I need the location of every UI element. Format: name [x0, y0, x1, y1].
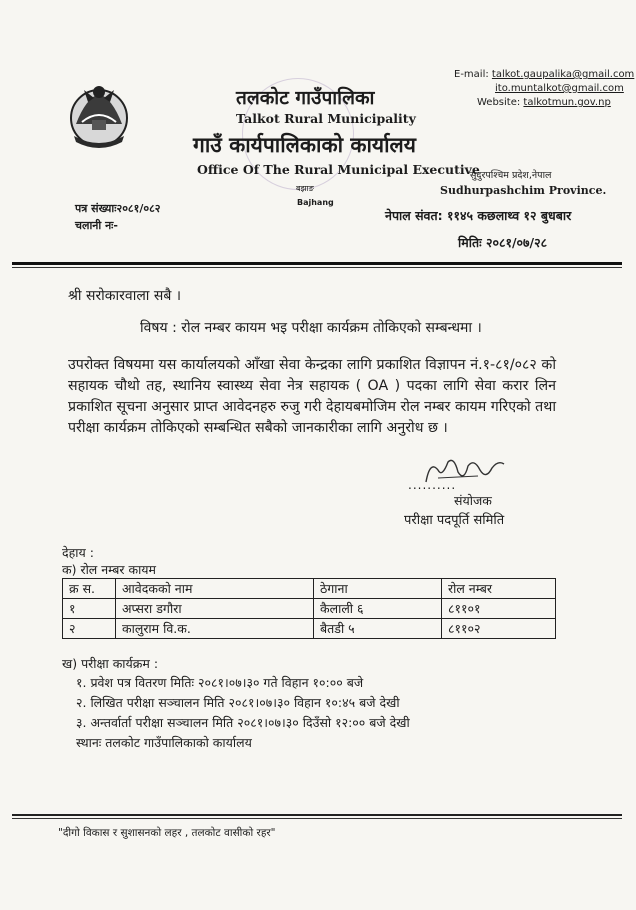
body-paragraph: उपरोक्त विषयमा यस कार्यालयको आँखा सेवा केन्द्रका लागि प्रकाशित विज्ञापन नं.१-८१/०८२ को सहायक चौथो तह, स्थानिय स्वास्थ्य सेवा नेत्र सहायक ( OA ) पदका लागि सेवा करार लिन प्रकाशित सूचना अनुसार प्राप्त आवेदनहरु रुजु गरी देहायबमोजिम रोल नम्बर कायम गरिएको तथा परीक्षा कार्यक्रम तोकिएको सम्बन्धित सबैको जानकारीका लागि अनुरोध छ । [68, 357, 556, 436]
letter-date: मितिः २०८१/०७/२८ [458, 235, 548, 250]
roll-heading: क) रोल नम्बर कायम [62, 562, 157, 577]
table-cell: ८११०२ [442, 619, 556, 639]
column-header: ठेगाना [314, 579, 442, 599]
email-link-1[interactable]: talkot.gaupalika@gmail.com [491, 69, 635, 80]
header-divider [12, 262, 622, 265]
website-line [477, 97, 611, 108]
exam-venue: स्थानः तलकोट गाउँपालिकाको कार्यालय [76, 735, 252, 750]
schedule-item: ३. अन्तर्वार्ता परीक्षा सञ्चालन मिति २०८१।०७।३० दिउँसो १२:०० बजे देखी [76, 715, 410, 730]
table-header-row [63, 579, 556, 599]
district-en: Bajhang [297, 198, 334, 207]
column-header: आवेदकको नाम [116, 579, 314, 599]
table-cell: ८११०१ [442, 599, 556, 619]
roll-number-table [62, 578, 556, 639]
office-name-np: गाउँ कार्यपालिकाको कार्यालय [193, 133, 416, 157]
footer-divider-thin [12, 818, 622, 819]
table-cell: अप्सरा डगौरा [116, 599, 314, 619]
nepal-emblem-logo [66, 80, 132, 152]
office-name-en: Office Of The Rural Municipal Executive [197, 162, 480, 177]
signatory-title: संयोजक [454, 493, 492, 508]
municipality-name-en: Talkot Rural Municipality [236, 111, 416, 126]
letter-number: पत्र संख्याः२०८१/०८२ [75, 202, 161, 215]
website-link[interactable]: talkotmun.gov.np [523, 97, 611, 108]
details-heading: देहाय : [62, 545, 94, 560]
schedule-heading: ख) परीक्षा कार्यक्रम : [62, 656, 159, 671]
province-np: सुदुरपश्चिम प्रदेश,नेपाल [470, 170, 552, 181]
table-cell: बैतडी ५ [314, 619, 442, 639]
email-label: E-mail: [454, 69, 489, 80]
footer-slogan: "दीगो विकास र सुशासनको लहर , तलकोट वासीको रहर" [58, 827, 276, 839]
column-header: क्र स. [63, 579, 116, 599]
table-row [63, 599, 556, 619]
salutation: श्री सरोकारवाला सबै । [68, 288, 182, 304]
signature-dotted-line: .......... [408, 478, 457, 492]
column-header: रोल नम्बर [442, 579, 556, 599]
table-row [63, 619, 556, 639]
email-line-1 [454, 69, 634, 80]
dispatch-number: चलानी नः- [75, 219, 118, 232]
table-cell: १ [63, 599, 116, 619]
table-cell: कैलाली ६ [314, 599, 442, 619]
email-link-2[interactable]: ito.muntalkot@gmail.com [495, 83, 624, 94]
footer-divider [12, 814, 622, 816]
province-en: Sudhurpashchim Province. [440, 184, 607, 197]
municipality-name-np: तलकोट गाउँपालिका [236, 87, 375, 109]
header-divider-thin [12, 267, 622, 268]
subject-line: विषय : रोल नम्बर कायम भइ परीक्षा कार्यक्रम तोकिएको सम्बन्धमा । [140, 320, 482, 336]
table-cell: २ [63, 619, 116, 639]
table-cell: कालुराम वि.क. [116, 619, 314, 639]
nepal-sambat-date: नेपाल संवत: ११४५ कछलाथ्व १२ बुधबार [385, 208, 572, 223]
signatory-committee: परीक्षा पदपूर्ति समिति [404, 513, 505, 528]
website-label: Website: [477, 97, 521, 108]
schedule-item: २. लिखित परीक्षा सञ्चालन मिति २०८१।०७।३० विहान १०:४५ बजे देखी [76, 695, 400, 710]
schedule-item: १. प्रवेश पत्र वितरण मितिः २०८१।०७।३० गते विहान १०:०० बजे [76, 675, 364, 690]
district-np: बझाङ [296, 184, 314, 193]
